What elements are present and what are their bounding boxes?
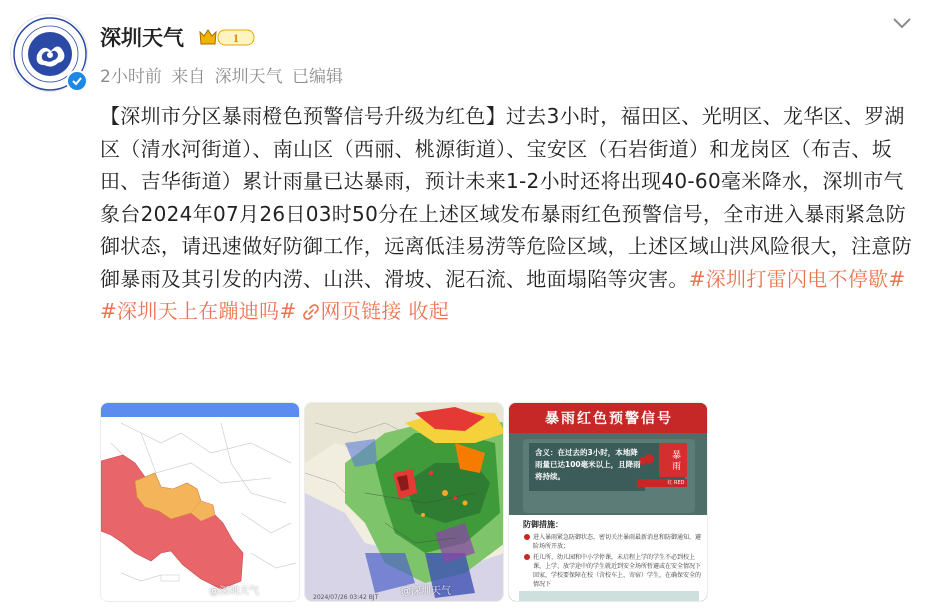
poster-measure-item: 进入暴雨紧急防御状态，密切关注暴雨最新消息和防御通知，避险场所开放； [533, 534, 702, 550]
radar-timestamp: 2024/07/26 03:42 BJT [313, 594, 379, 601]
radar-image[interactable] [304, 402, 504, 602]
image-grid [100, 402, 708, 602]
source-prefix: 来自 [171, 67, 206, 87]
username[interactable]: 深圳天气 [100, 26, 184, 50]
vip-level-badge[interactable] [198, 26, 256, 48]
red-warning-poster-image[interactable] [508, 402, 708, 602]
hashtag-link[interactable]: #深圳天上在蹦迪吗# [100, 299, 297, 323]
poster-sign-foot: 红 RED [667, 480, 685, 486]
image-watermark: @深圳天气 [401, 586, 451, 597]
edited-label[interactable]: 已编辑 [292, 67, 344, 87]
poster-meaning: 含义：在过去的3小时，本地降雨量已达100毫米以上，且降雨将持续。 [535, 448, 641, 481]
poster-measures-heading: 防御措施： [523, 520, 563, 529]
post-source[interactable]: 深圳天气 [214, 67, 283, 87]
hashtag-link[interactable]: #深圳打雷闪电不停歇# [688, 266, 906, 291]
chevron-down-icon[interactable] [888, 12, 916, 34]
poster-title: 暴雨红色预警信号 [545, 411, 673, 427]
warning-map-image[interactable] [100, 402, 300, 602]
image-watermark: @深圳天气 [209, 586, 259, 597]
post-text [100, 100, 912, 330]
link-icon [303, 297, 319, 330]
verified-icon [66, 70, 88, 92]
post-meta [100, 62, 347, 87]
vip-level: 1 [233, 31, 239, 45]
web-link[interactable]: 网页链接 [320, 299, 402, 323]
post-body: 【深圳市分区暴雨橙色预警信号升级为红色】过去3小时，福田区、光明区、龙华区、罗湖区（清水河街道）、南山区（西丽、桃源街道）、宝安区（石岩街道）和龙岗区（布吉、坂田、吉华街道）累计雨量已达暴雨，预计未来1-2小时还将出现40-60毫米降水，深圳市气象台2024年07月26日03时50分在上述区域发布暴雨红色预警信号，全市进入暴雨紧急防御状态，请迅速做好防御工作，远离低洼易涝等危险区域，上述区域山洪风险很大，注意防御暴雨及其引发的内涝、山洪、滑坡、泥石流、地面塌陷等灾害。 [100, 104, 912, 291]
poster-sign-label: 暴雨 [672, 451, 682, 472]
poster-measure-item: 托儿所、幼儿园和中小学停课，未启程上学的学生不必到校上课，上学、放学途中的学生就近到安全场所暂避或在安全情况下回家，学校要保障在校（含校车上、寄宿）学生，在确保安全的情况下 [533, 554, 702, 588]
collapse-link[interactable]: 收起 [408, 299, 449, 323]
post-time[interactable]: 2小时前 [100, 67, 162, 87]
